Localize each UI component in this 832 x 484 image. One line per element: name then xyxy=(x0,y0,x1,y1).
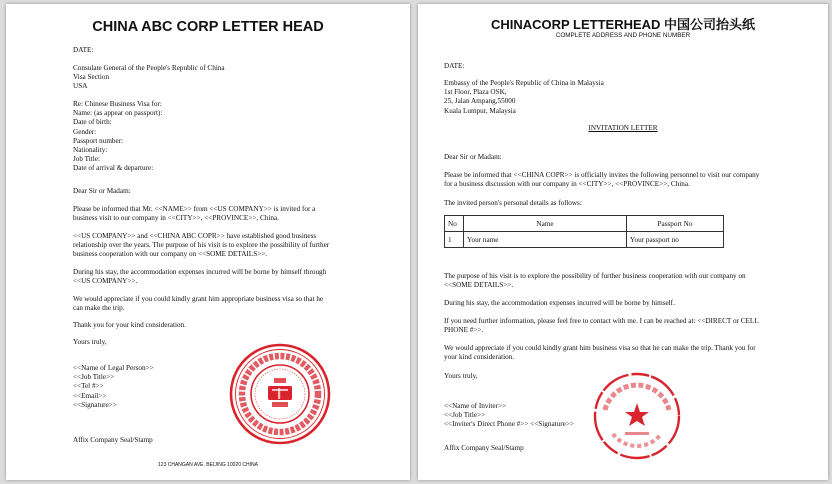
paragraph-2 xyxy=(73,232,329,260)
table-cell: 1 xyxy=(445,232,464,248)
salutation: Dear Sir or Madam: xyxy=(73,187,131,195)
paragraph-line: <<US COMPANY>>. xyxy=(73,277,138,286)
paragraph-line: During his stay, the accommodation expenses incurred will be borne by himself through xyxy=(73,268,327,276)
signature-line: <<Name of Legal Person>> xyxy=(73,364,154,372)
re-line: Re: Chinese Business Visa for: xyxy=(73,100,162,108)
thanks-line: Thank you for your kind consideration. xyxy=(73,321,186,329)
signature-line: <<Inviter's Direct Phone #>> <<Signature>> xyxy=(444,420,574,429)
recipient-line: USA xyxy=(73,82,88,91)
paragraph-1 xyxy=(73,205,315,223)
letterhead-title: CHINACORP LETTERHEAD 中国公司抬头纸 xyxy=(490,17,756,32)
paragraph-line: Please be informed that <<CHINA COPR>> is officially invites the following personnel to visit our company xyxy=(444,171,760,179)
table-cell: Your name xyxy=(464,232,627,248)
paragraph-line: <<SOME DETAILS>>. xyxy=(444,281,514,290)
paragraph-line: We would appreciate if you could kindly grant him appropriate business visa so that he xyxy=(73,295,324,303)
table-header-row xyxy=(445,216,724,232)
paragraph-4 xyxy=(444,317,759,335)
invitee-table xyxy=(444,215,724,248)
signature-block xyxy=(444,402,574,430)
paragraph-line: If you need further information, please feel free to contact with me. I can be reached at: <<DIRECT or CELL xyxy=(444,317,759,325)
signature-line: <<Job Title>> xyxy=(73,373,115,382)
signature-block xyxy=(73,364,154,410)
company-seal-stamp xyxy=(591,370,683,462)
paragraph-2 xyxy=(444,272,746,290)
footer-address: 123 CHANGAN AVE. BEIJING 10020 CHINA xyxy=(158,462,258,468)
table-header-cell: No xyxy=(445,216,464,232)
re-block xyxy=(73,100,162,174)
signature-line: <<Email>> xyxy=(73,391,107,400)
paragraph-3: During his stay, the accommodation expenses incurred will be borne by himself. xyxy=(444,299,675,307)
paragraph-5 xyxy=(444,344,756,362)
paragraph-3 xyxy=(73,268,326,286)
paragraph-line: can make the trip. xyxy=(73,304,125,313)
re-line: Passport number: xyxy=(73,136,124,145)
recipient-line: Embassy of the People's Republic of China in Malaysia xyxy=(444,79,604,87)
salutation: Dear Sir or Madam: xyxy=(444,153,502,161)
signature-line: <<Name of Inviter>> xyxy=(444,402,507,410)
paragraph-line: relationship over the years. The purpose of his visit is to explore the possibility of further xyxy=(73,241,330,250)
company-seal-stamp xyxy=(228,342,332,446)
paragraph-4 xyxy=(73,295,323,313)
right-letter-page xyxy=(418,4,828,480)
paragraph-line: Please be informed that Mr. <<NAME>> from <<US COMPANY>> is invited for a xyxy=(73,205,316,213)
table-row xyxy=(445,232,724,248)
re-line: Gender: xyxy=(73,127,97,136)
date-label: DATE: xyxy=(444,62,465,70)
paragraph-line: <<US COMPANY>> and <<CHINA ABC COPR>> have established good business xyxy=(73,232,317,240)
paragraph-line: for a business discussion with our company in <<CITY>>, <<PROVINCE>>, China. xyxy=(444,180,690,189)
date-label: DATE: xyxy=(73,46,94,54)
invitation-heading: INVITATION LETTER xyxy=(588,124,658,132)
recipient-line: Kuala Lumpur, Malaysia xyxy=(444,106,516,115)
re-line: Date of birth: xyxy=(73,118,112,127)
paragraph-line: business visit to our company in <<CITY>>, <<PROVINCE>>, China. xyxy=(73,214,279,223)
affix-seal-note: Affix Company Seal/Stamp xyxy=(73,436,153,444)
table-header-cell: Name xyxy=(464,216,627,232)
re-line: Name: (as appear on passport): xyxy=(73,109,163,118)
signature-line: <<Signature>> xyxy=(73,400,117,409)
re-line: Job Title: xyxy=(73,155,100,164)
letterhead-subtitle: COMPLETE ADDRESS AND PHONE NUMBER xyxy=(555,32,691,39)
affix-seal-note: Affix Company Seal/Stamp xyxy=(444,444,524,452)
recipient-line: Consulate General of the People's Republic of China xyxy=(73,64,225,72)
recipient-address xyxy=(73,64,225,92)
recipient-address xyxy=(444,79,604,116)
table-header-cell: Passport No xyxy=(627,216,724,232)
paragraph-1 xyxy=(444,171,759,189)
paragraph-line: business cooperation with our company on <<SOME DETAILS>>. xyxy=(73,250,268,259)
paragraph-line: your kind consideration. xyxy=(444,353,515,362)
re-line: Date of arrival & departure: xyxy=(73,164,154,173)
paragraph-line: We would appreciate if you could kindly grant him business visa so that he can make the trip. Thank you for xyxy=(444,344,756,352)
table-intro: The invited person's personal details as follows: xyxy=(444,199,582,207)
re-line: Nationality: xyxy=(73,146,108,155)
letterhead-title: CHINA ABC CORP LETTER HEAD xyxy=(92,19,324,35)
closing: Yours truly, xyxy=(73,338,107,346)
recipient-line: 25, Jalan Ampang,55000 xyxy=(444,97,516,106)
table-cell: Your passport no xyxy=(627,232,724,248)
recipient-line: Visa Section xyxy=(73,73,110,82)
recipient-line: 1st Floor, Plaza OSK, xyxy=(444,88,507,97)
left-letter-page xyxy=(6,4,410,480)
paragraph-line: PHONE #>>. xyxy=(444,326,484,335)
closing: Yours truly, xyxy=(444,372,478,380)
paragraph-line: The purpose of his visit is to explore the possibility of further business cooperation with our company on xyxy=(444,272,746,280)
signature-line: <<Tel #>> xyxy=(73,382,104,391)
signature-line: <<Job Title>> xyxy=(444,411,486,420)
